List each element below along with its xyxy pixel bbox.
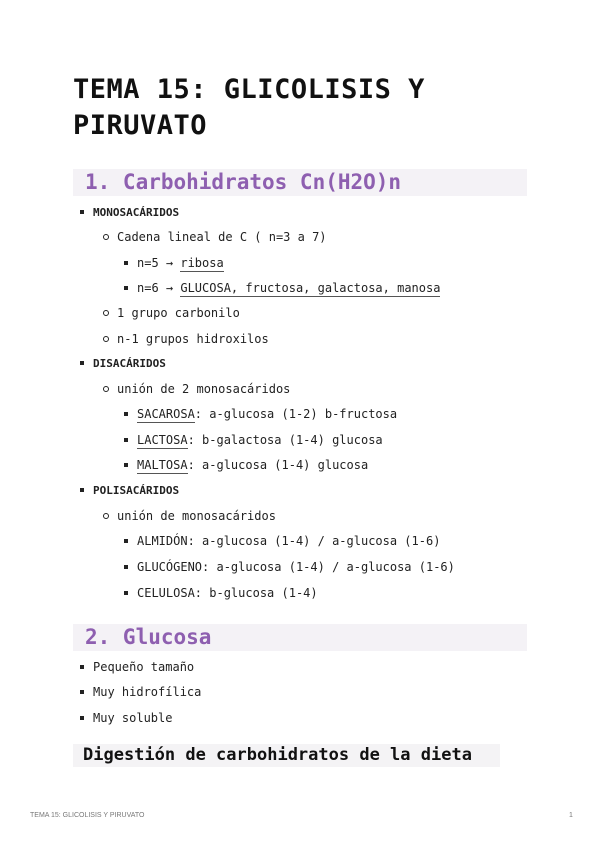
bullet-icon [80,210,84,214]
list-item-polisacaridos: POLISACÁRIDOS [80,483,179,499]
bullet-icon [124,286,128,290]
bullet-icon [124,565,128,569]
term-ribosa: ribosa [180,256,224,270]
list-item-n5: n=5 → ribosa [124,255,224,271]
list-item-n6: n=6 → GLUCOSA, fructosa, galactosa, manosa [124,280,440,296]
section-heading-digestion: Digestión de carbohidratos de la dieta [73,744,500,767]
bullet-icon [103,513,109,519]
bullet-icon [80,716,84,720]
bullet-icon [80,361,84,365]
bullet-icon [124,539,128,543]
bullet-icon [124,463,128,467]
section-heading-glucosa: 2. Glucosa [73,624,527,651]
list-item-hidrofilica: Muy hidrofílica [80,684,201,700]
list-item-maltosa: MALTOSA: a-glucosa (1-4) glucosa [124,457,368,473]
list-item-disacaridos: DISACÁRIDOS [80,356,166,372]
page-number: 1 [569,812,573,819]
list-item-sacarosa: SACAROSA: a-glucosa (1-2) b-fructosa [124,406,397,422]
list-item-carbonilo: 1 grupo carbonilo [103,305,240,321]
bullet-icon [124,261,128,265]
list-item-union-2: unión de 2 monosacáridos [103,381,290,397]
list-item-monosacaridos: MONOSACÁRIDOS [80,205,179,221]
bullet-icon [103,386,109,392]
list-item-soluble: Muy soluble [80,710,172,726]
list-item-tamano: Pequeño tamaño [80,659,194,675]
bullet-icon [80,665,84,669]
term-glucosa-list: GLUCOSA, fructosa, galactosa, manosa [180,281,441,295]
bullet-icon [80,690,84,694]
bullet-icon [124,438,128,442]
bullet-icon [124,591,128,595]
bullet-icon [80,488,84,492]
bullet-icon [103,336,109,342]
footer-title: TEMA 15: GLICOLISIS Y PIRUVATO [30,812,145,819]
list-item-cadena: Cadena lineal de C ( n=3 a 7) [103,229,327,245]
list-item-hidroxilos: n-1 grupos hidroxilos [103,331,269,347]
bullet-icon [103,310,109,316]
section-heading-carbohidratos: 1. Carbohidratos Cn(H2O)n [73,169,527,196]
page-title: TEMA 15: GLICOLISIS Y PIRUVATO [73,74,425,141]
list-item-almidon: ALMIDÓN: a-glucosa (1-4) / a-glucosa (1-6) [124,533,440,549]
list-item-glucogeno: GLUCÓGENO: a-glucosa (1-4) / a-glucosa (1-6) [124,559,455,575]
list-item-celulosa: CELULOSA: b-glucosa (1-4) [124,585,318,601]
list-item-lactosa: LACTOSA: b-galactosa (1-4) glucosa [124,432,383,448]
list-item-union: unión de monosacáridos [103,508,276,524]
bullet-icon [103,234,109,240]
bullet-icon [124,412,128,416]
